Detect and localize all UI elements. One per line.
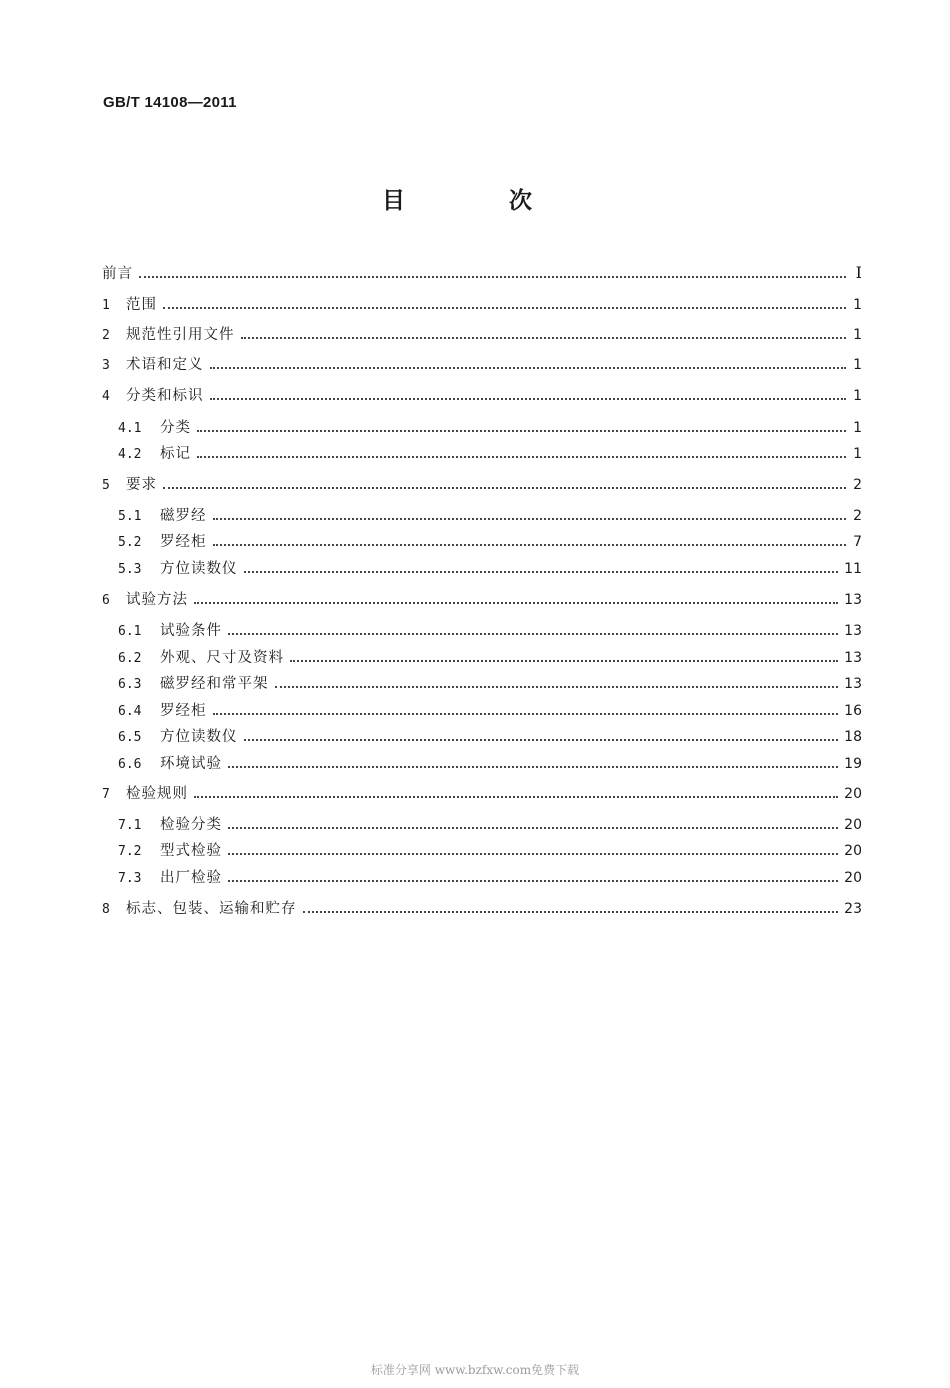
toc-entry-number: 4 (102, 389, 110, 404)
dot-leader (228, 880, 838, 882)
toc-entry-label: 检验规则 (126, 786, 188, 802)
toc-entry-number: 6.5 (118, 730, 142, 745)
toc-entry-label: 试验方法 (126, 592, 188, 608)
toc-entry-number: 6 (102, 593, 110, 608)
dot-leader (244, 739, 839, 741)
dot-leader (213, 518, 847, 520)
toc-entry-number: 3 (102, 358, 110, 373)
toc-entry-page: Ⅰ (855, 263, 862, 282)
toc-entry-label: 环境试验 (160, 756, 222, 772)
toc-entry-number: 6.4 (118, 704, 142, 719)
toc-entry-label: 规范性引用文件 (126, 327, 235, 343)
dot-leader (194, 602, 838, 604)
toc-entry-label: 型式检验 (160, 843, 222, 859)
dot-leader (197, 430, 846, 432)
toc-entry-page: 13 (844, 650, 862, 666)
toc-entry-label: 检验分类 (160, 817, 222, 833)
toc-entry[interactable] (102, 504, 862, 525)
toc-entry-number: 6.1 (118, 624, 142, 639)
toc-entry-label: 罗经柜 (160, 534, 207, 550)
toc-entry-page: 11 (844, 561, 862, 577)
dot-leader (163, 307, 846, 309)
toc-entry-label: 出厂检验 (160, 870, 222, 886)
toc-entry-number: 5.2 (118, 535, 142, 550)
toc-entry-number: 5 (102, 478, 110, 493)
toc-entry-page: 16 (844, 703, 862, 719)
toc-entry-page: 1 (853, 446, 862, 462)
dot-leader (228, 766, 838, 768)
dot-leader (228, 827, 838, 829)
dot-leader (213, 713, 839, 715)
toc-entry[interactable] (102, 897, 862, 918)
toc-entry-label: 方位读数仪 (160, 561, 238, 577)
toc-entry[interactable] (102, 725, 862, 746)
toc-entry-page: 19 (844, 756, 862, 772)
toc-entry[interactable] (102, 293, 862, 314)
toc-entry[interactable] (102, 813, 862, 834)
toc-entry[interactable] (102, 384, 862, 405)
toc-entry-number: 5.3 (118, 562, 142, 577)
dot-leader (213, 544, 847, 546)
toc-entry[interactable] (102, 588, 862, 609)
toc-entry-number: 5.1 (118, 509, 142, 524)
toc-entry-label: 磁罗经和常平架 (160, 676, 269, 692)
toc-entry[interactable] (102, 262, 862, 283)
toc-entry-label: 范围 (126, 297, 157, 313)
page-title: 目 次 (381, 188, 580, 214)
dot-leader (303, 911, 839, 913)
toc-entry-page: 18 (844, 729, 862, 745)
toc-entry[interactable] (102, 839, 862, 860)
toc-entry-label: 前言 (102, 266, 133, 282)
toc-entry[interactable] (102, 752, 862, 773)
toc-entry[interactable] (102, 353, 862, 374)
watermark: 标准分享网 www.bzfxw.com免费下载 (370, 1363, 580, 1377)
toc-entry[interactable] (102, 473, 862, 494)
dot-leader (163, 487, 846, 489)
toc-entry-number: 1 (102, 298, 110, 313)
toc-entry-page: 13 (844, 676, 862, 692)
toc-entry-number: 7.3 (118, 871, 142, 886)
dot-leader (139, 276, 846, 278)
dot-leader (197, 456, 846, 458)
toc-entry[interactable] (102, 699, 862, 720)
toc-entry-number: 6.6 (118, 757, 142, 772)
toc-entry-label: 罗经柜 (160, 703, 207, 719)
toc-entry-number: 4.1 (118, 421, 142, 436)
toc-entry-number: 7.1 (118, 818, 142, 833)
toc-entry-number: 6.2 (118, 651, 142, 666)
toc-entry-number: 4.2 (118, 447, 142, 462)
toc-entry-number: 6.3 (118, 677, 142, 692)
toc-entry-page: 23 (844, 901, 862, 917)
dot-leader (275, 686, 839, 688)
toc-entry-page: 1 (853, 388, 862, 404)
toc-entry-page: 1 (853, 297, 862, 313)
toc-entry-page: 20 (844, 870, 862, 886)
toc-entry-page: 13 (844, 592, 862, 608)
toc-entry-page: 20 (844, 817, 862, 833)
toc-entry-page: 2 (853, 477, 862, 493)
dot-leader (194, 796, 838, 798)
dot-leader (244, 571, 839, 573)
toc-entry-label: 术语和定义 (126, 357, 204, 373)
standard-code: GB/T 14108—2011 (103, 94, 237, 111)
toc-entry-page: 13 (844, 623, 862, 639)
dot-leader (228, 633, 838, 635)
toc-entry-label: 分类和标识 (126, 388, 204, 404)
toc-entry-page: 1 (853, 327, 862, 343)
toc-entry[interactable] (102, 557, 862, 578)
toc-entry-label: 方位读数仪 (160, 729, 238, 745)
toc-entry-label: 磁罗经 (160, 508, 207, 524)
toc-entry-number: 7 (102, 787, 110, 802)
dot-leader (210, 367, 847, 369)
dot-leader (228, 853, 838, 855)
dot-leader (210, 398, 847, 400)
toc-entry[interactable] (102, 323, 862, 344)
toc-entry[interactable] (102, 646, 862, 667)
toc-entry-number: 7.2 (118, 844, 142, 859)
toc-entry-page: 20 (844, 786, 862, 802)
toc-entry-label: 标志、包装、运输和贮存 (126, 901, 297, 917)
toc-entry-label: 标记 (160, 446, 191, 462)
toc-entry[interactable] (102, 672, 862, 693)
toc-entry-page: 7 (853, 534, 862, 550)
toc-entry-label: 分类 (160, 420, 191, 436)
toc-entry[interactable] (102, 619, 862, 640)
toc-entry-label: 外观、尺寸及资料 (160, 650, 284, 666)
toc-entry-number: 2 (102, 328, 110, 343)
toc-entry-number: 8 (102, 902, 110, 917)
toc-entry-label: 试验条件 (160, 623, 222, 639)
toc-entry-page: 20 (844, 843, 862, 859)
toc-entry-page: 1 (853, 420, 862, 436)
dot-leader (241, 337, 847, 339)
dot-leader (290, 660, 838, 662)
toc-entry-page: 2 (853, 508, 862, 524)
toc-entry-page: 1 (853, 357, 862, 373)
toc-entry[interactable] (102, 416, 862, 437)
toc-entry[interactable] (102, 442, 862, 463)
toc-entry[interactable] (102, 866, 862, 887)
toc-entry-label: 要求 (126, 477, 157, 493)
toc-entry[interactable] (102, 782, 862, 803)
toc-entry[interactable] (102, 530, 862, 551)
